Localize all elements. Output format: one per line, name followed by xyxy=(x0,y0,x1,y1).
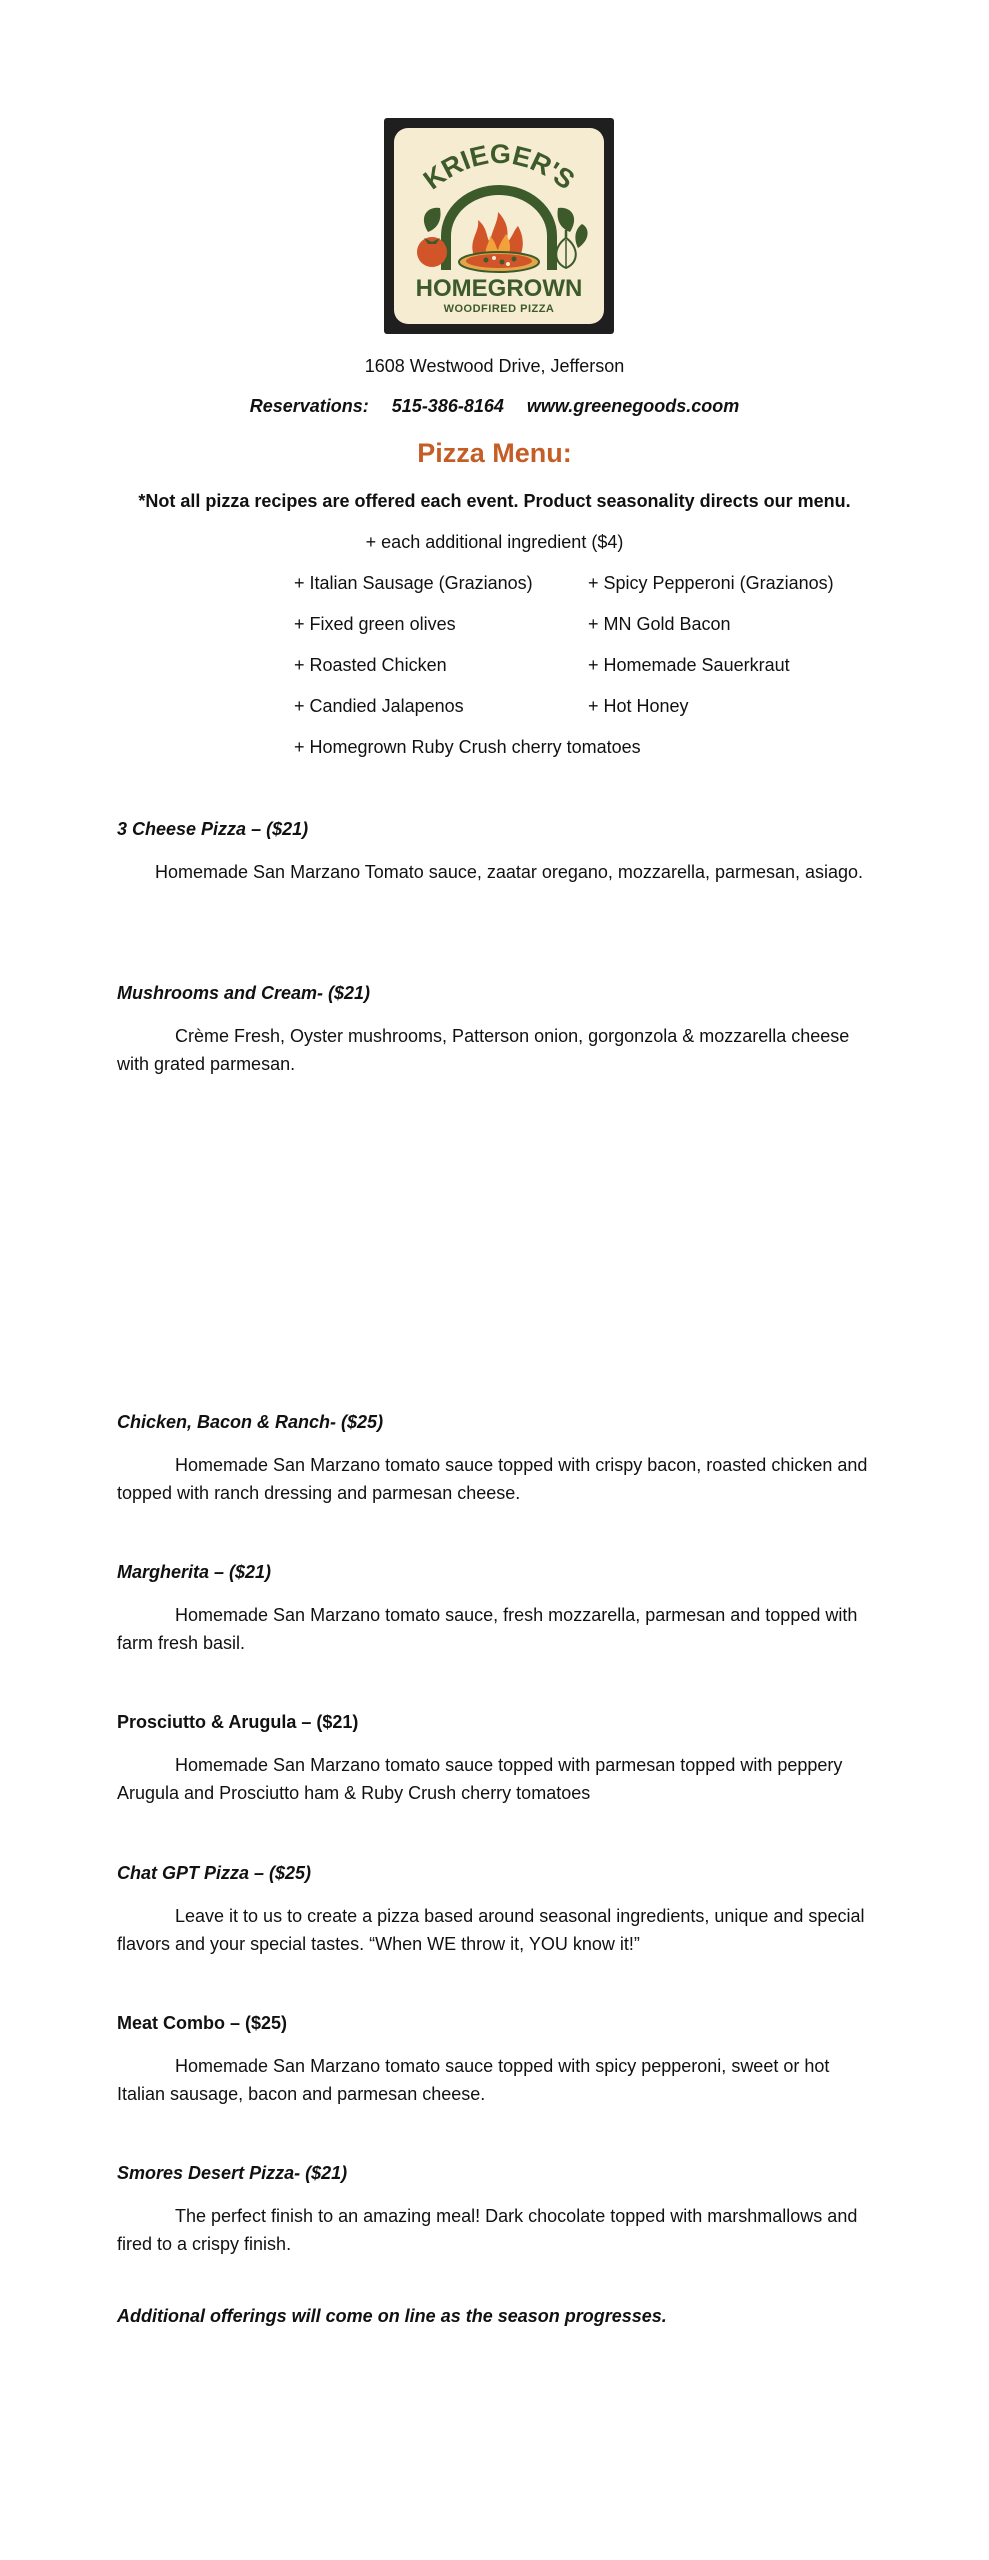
menu-item-description: Homemade San Marzano tomato sauce topped with parmesan topped with peppery Arugula and Prosciutto ham & Ruby Crush cherry tomatoes xyxy=(117,1755,843,1803)
menu-item-title: Smores Desert Pizza- ($21) xyxy=(117,2163,348,2183)
ingredient-item: + Fixed green olives xyxy=(294,614,456,634)
footer-note: Additional offerings will come on line as the season progresses. xyxy=(117,2306,667,2326)
reservations-line xyxy=(0,396,989,417)
menu-item-description: Homemade San Marzano Tomato sauce, zaatar oregano, mozzarella, parmesan, asiago. xyxy=(155,862,864,882)
menu-item-description: Leave it to us to create a pizza based around seasonal ingredients, unique and special flavors and your special tastes. “When WE throw it, YOU know it!” xyxy=(117,1906,865,1954)
pizza-icon xyxy=(459,252,539,272)
logo-line2: HOMEGROWN xyxy=(415,275,583,302)
ingredient-item: + Spicy Pepperoni (Grazianos) xyxy=(588,573,834,593)
ingredient-item: + Italian Sausage (Grazianos) xyxy=(294,573,533,593)
additional-ingredient-price: + each additional ingredient ($4) xyxy=(365,532,624,552)
ingredient-item: + Homemade Sauerkraut xyxy=(588,655,790,675)
menu-item-description: Homemade San Marzano tomato sauce topped with crispy bacon, roasted chicken and topped with ranch dressing and parmesan cheese. xyxy=(117,1455,868,1503)
logo-line1: KRIEGER'S xyxy=(417,138,581,196)
menu-item-title: Mushrooms and Cream- ($21) xyxy=(117,983,371,1003)
ingredient-item: + Homegrown Ruby Crush cherry tomatoes xyxy=(294,737,641,757)
ingredient-item: + Hot Honey xyxy=(588,696,689,716)
seasonality-notice: *Not all pizza recipes are offered each event. Product seasonality directs our menu. xyxy=(138,491,851,511)
menu-item-title: Chat GPT Pizza – ($25) xyxy=(117,1863,312,1883)
ingredient-item: + Candied Jalapenos xyxy=(294,696,464,716)
menu-item-description: Homemade San Marzano tomato sauce topped with spicy pepperoni, sweet or hot Italian sausage, bacon and parmesan cheese. xyxy=(117,2056,830,2104)
logo-line3: WOODFIRED PIZZA xyxy=(443,303,555,315)
address: 1608 Westwood Drive, Jefferson xyxy=(364,356,625,376)
menu-item-description: Crème Fresh, Oyster mushrooms, Patterson onion, gorgonzola & mozzarella cheese with grated parmesan. xyxy=(117,1026,850,1074)
logo-graphic xyxy=(394,128,604,324)
tomato-icon xyxy=(417,237,447,267)
ingredient-item: + Roasted Chicken xyxy=(294,655,447,675)
menu-item-title: Chicken, Bacon & Ranch- ($25) xyxy=(117,1412,384,1432)
flame-icon xyxy=(472,212,522,256)
menu-item-title: 3 Cheese Pizza – ($21) xyxy=(117,819,309,839)
menu-item-title: Prosciutto & Arugula – ($21) xyxy=(117,1712,359,1732)
logo xyxy=(384,118,614,334)
reservations-label: Reservations: xyxy=(249,396,369,416)
menu-item-title: Margherita – ($21) xyxy=(117,1562,272,1582)
logo-badge xyxy=(394,128,604,324)
ingredient-item: + MN Gold Bacon xyxy=(588,614,731,634)
page-title: Pizza Menu: xyxy=(417,438,572,468)
website: www.greenegoods.coom xyxy=(526,396,740,416)
menu-item-description: Homemade San Marzano tomato sauce, fresh mozzarella, parmesan and topped with farm fresh basil. xyxy=(117,1605,858,1653)
phone-number: 515-386-8164 xyxy=(391,396,504,416)
menu-item-title: Meat Combo – ($25) xyxy=(117,2013,288,2033)
menu-item-description: The perfect finish to an amazing meal! Dark chocolate topped with marshmallows and fired to a crispy finish. xyxy=(117,2206,858,2254)
garlic-icon xyxy=(556,230,576,268)
